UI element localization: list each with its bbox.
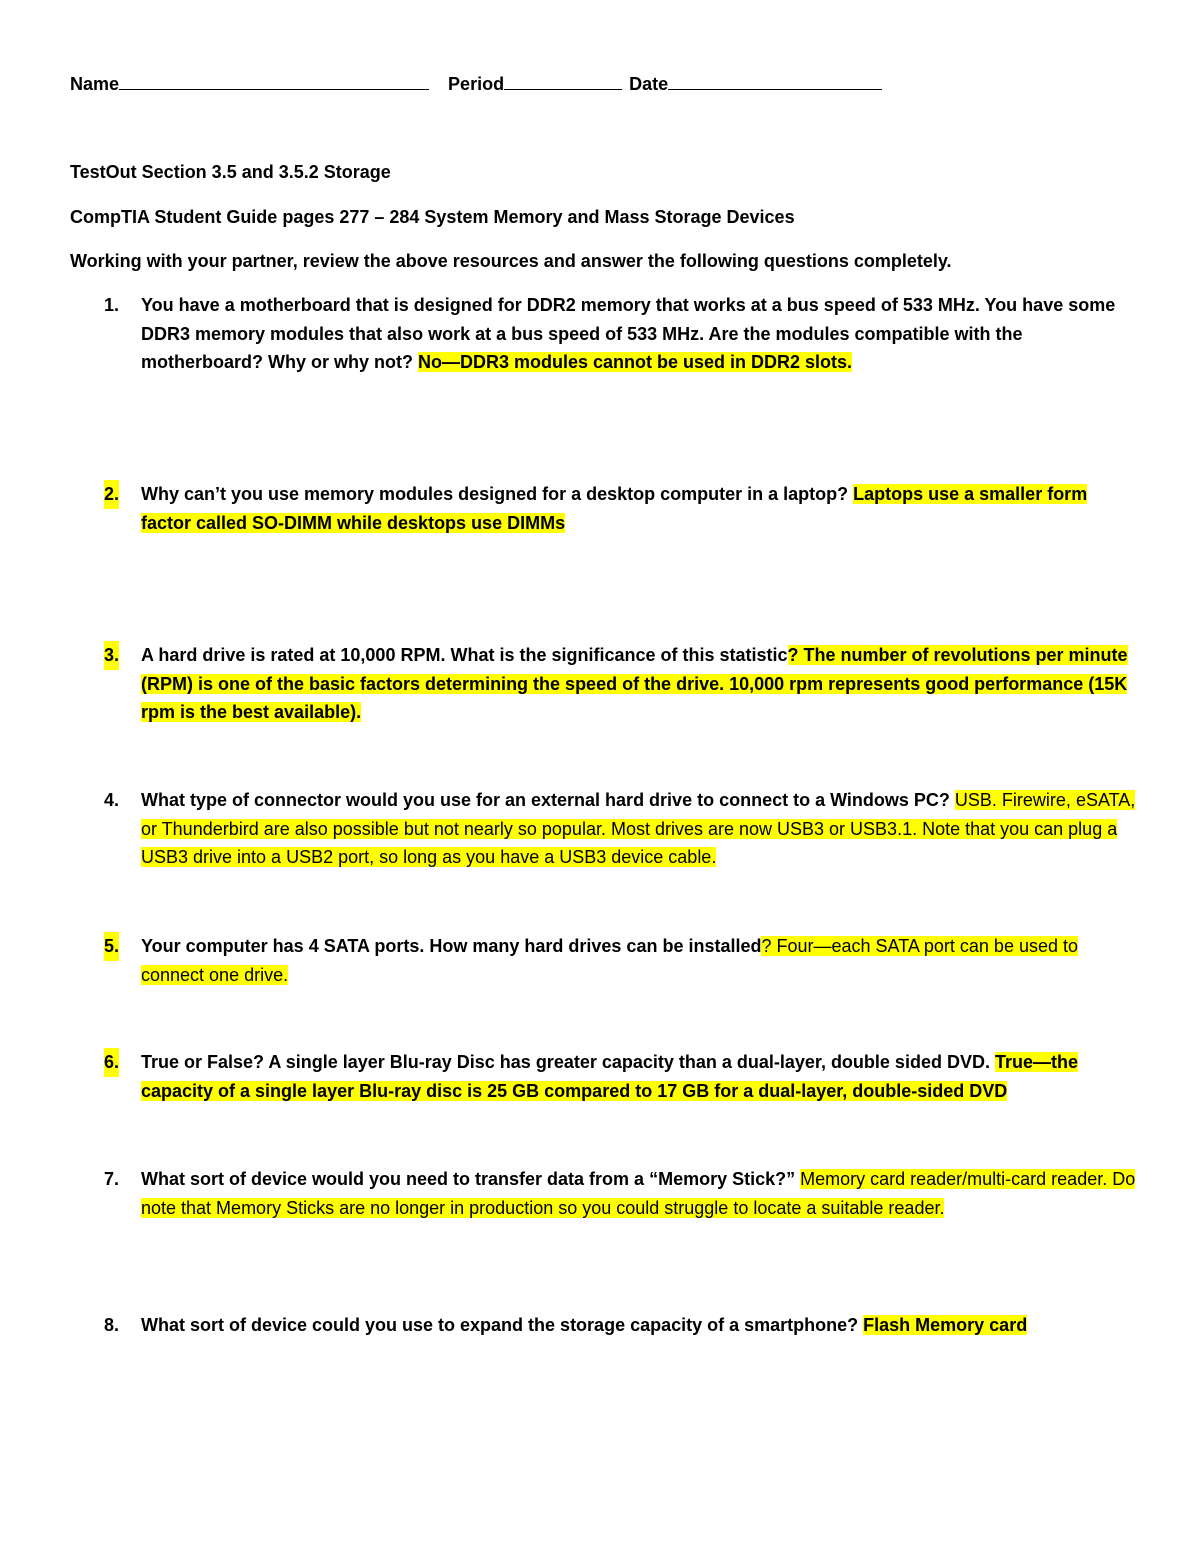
question-text: What sort of device could you use to expand the storage capacity of a smartphone? <box>141 1315 864 1335</box>
answer-text: No—DDR3 modules cannot be used in DDR2 slots. <box>418 352 853 372</box>
question-text: A hard drive is rated at 10,000 RPM. What is the significance of this statistic <box>141 645 788 665</box>
header-fields <box>70 73 896 95</box>
question-item <box>70 1048 1140 1105</box>
answer-text: Laptops use a smaller form factor called SO-DIMM while desktops use DIMMs <box>141 484 1088 533</box>
question-text: You have a motherboard that is designed for DDR2 memory that works at a bus speed of 533 MHz. You have some DDR3 memory modules that also work at a bus speed of 533 MHz. Are the modules compatible with the motherboard? Why or why not? <box>141 295 1116 372</box>
question-item <box>70 1311 1140 1340</box>
question-number: 7. <box>104 1169 120 1189</box>
guide-title: CompTIA Student Guide pages 277 – 284 System Memory and Mass Storage Devices <box>70 207 795 227</box>
question-number: 1. <box>104 295 120 315</box>
question-item <box>70 480 1140 537</box>
question-item <box>70 932 1140 989</box>
period-blank[interactable] <box>504 73 622 90</box>
answer-text: Memory card reader/multi-card reader. Do note that Memory Sticks are no longer in production so you could struggle to locate a suitable reader. <box>141 1169 1136 1218</box>
date-blank[interactable] <box>668 73 882 90</box>
question-item <box>70 786 1140 872</box>
question-item <box>70 291 1140 377</box>
answer-text: ? Four—each SATA port can be used to connect one drive. <box>141 936 1078 985</box>
question-text: Why can’t you use memory modules designed for a desktop computer in a laptop? <box>141 484 854 504</box>
question-item <box>70 641 1140 727</box>
name-label: Name <box>70 74 120 94</box>
instructions: Working with your partner, review the above resources and answer the following questions completely. <box>70 251 952 271</box>
section-title: TestOut Section 3.5 and 3.5.2 Storage <box>70 162 391 182</box>
answer-text: True—the capacity of a single layer Blu-ray disc is 25 GB compared to 17 GB for a dual-layer, double-sided DVD <box>141 1052 1078 1101</box>
question-number: 6. <box>104 1048 119 1077</box>
question-number: 3. <box>104 641 119 670</box>
question-item <box>70 1165 1140 1222</box>
question-text: What type of connector would you use for an external hard drive to connect to a Windows PC? <box>141 790 955 810</box>
question-number: 2. <box>104 480 119 509</box>
answer-text: USB. Firewire, eSATA, or Thunderbird are also possible but not nearly so popular. Most drives are now USB3 or USB3.1. Note that you can plug a USB3 drive into a USB2 port, so long as you have a USB3 device cable. <box>141 790 1136 867</box>
question-text: Your computer has 4 SATA ports. How many hard drives can be installed <box>141 936 762 956</box>
question-text: What sort of device would you need to transfer data from a “Memory Stick?” <box>141 1169 801 1189</box>
date-label: Date <box>629 74 669 94</box>
answer-text: ? The number of revolutions per minute (RPM) is one of the basic factors determining the speed of the drive. 10,000 rpm represents good performance (15K rpm is the best available). <box>141 645 1128 722</box>
name-blank[interactable] <box>119 73 429 90</box>
question-number: 8. <box>104 1315 120 1335</box>
answer-text: Flash Memory card <box>863 1315 1028 1335</box>
question-number: 5. <box>104 932 119 961</box>
question-number: 4. <box>104 790 120 810</box>
question-text: True or False? A single layer Blu-ray Disc has greater capacity than a dual-layer, double sided DVD. <box>141 1052 995 1072</box>
period-label: Period <box>448 74 505 94</box>
